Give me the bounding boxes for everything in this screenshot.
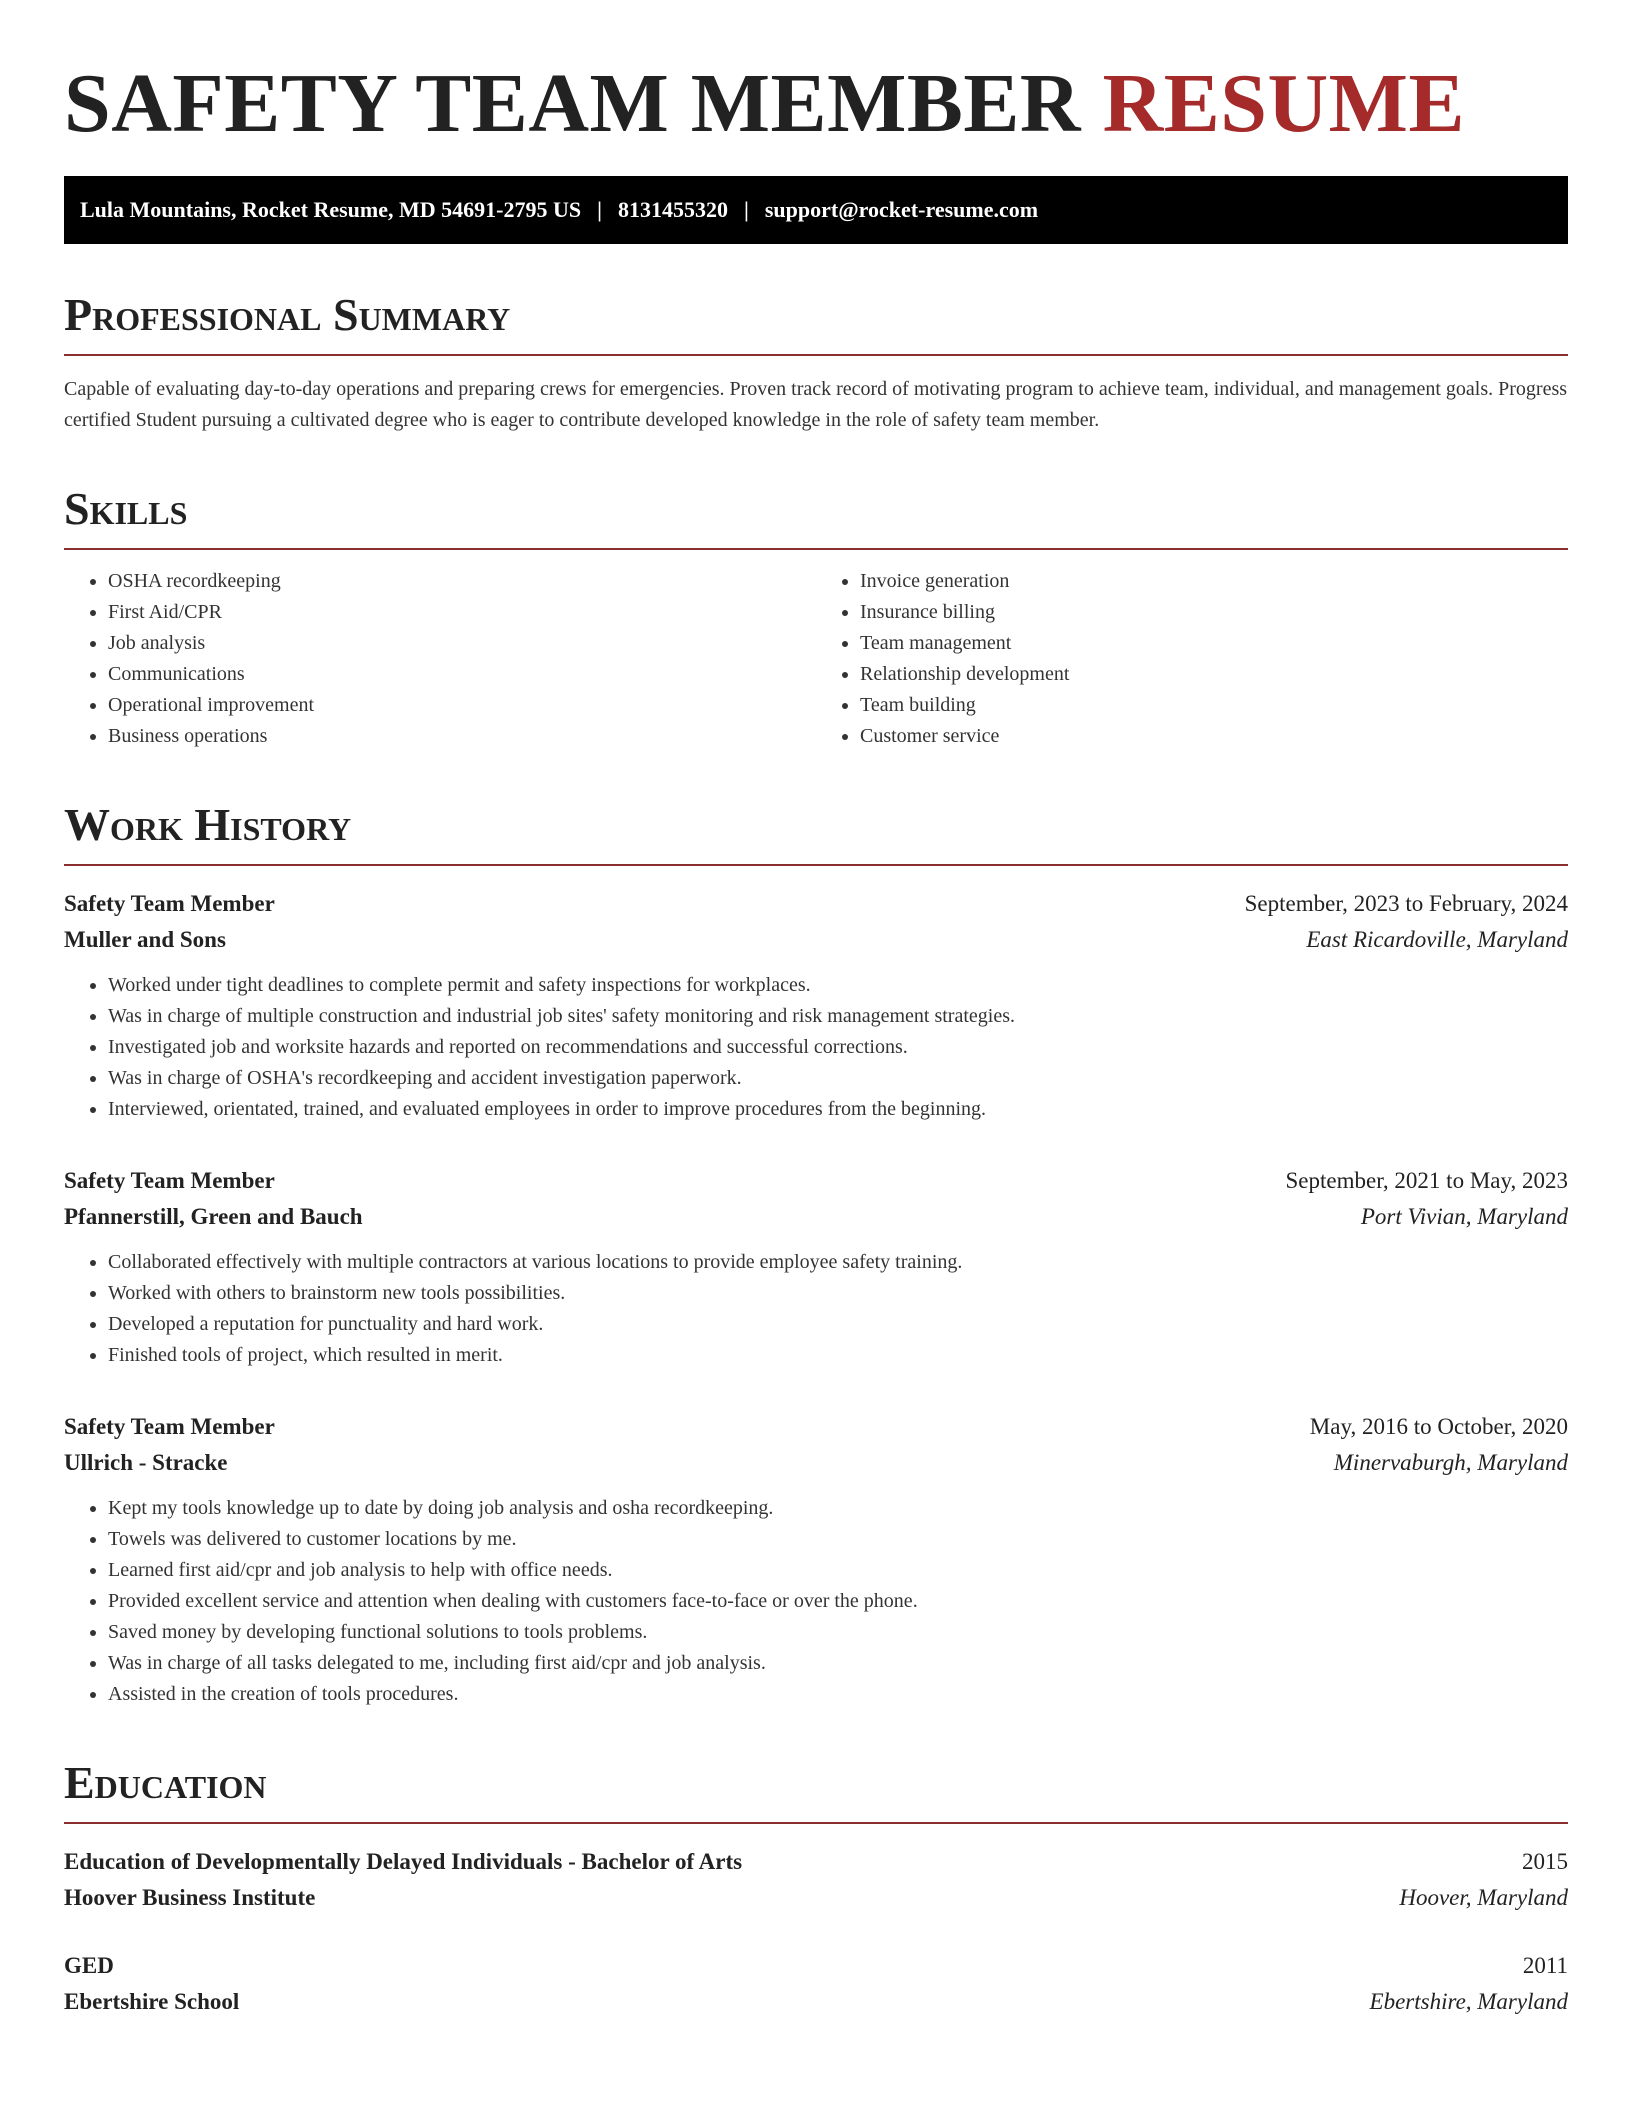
education-entry <box>64 1948 1568 2020</box>
job-bullet: • Finished tools of project, which resulted in merit. <box>108 1340 1568 1371</box>
job-title: Safety Team Member <box>64 1168 275 1193</box>
skill-item: • OSHA recordkeeping <box>108 566 816 597</box>
education-location: Ebertshire, Maryland <box>1369 1989 1568 2014</box>
education-degree: Education of Developmentally Delayed Individuals - Bachelor of Arts <box>64 1849 743 1874</box>
job-title-row <box>64 886 1568 922</box>
job-company-row <box>64 922 1568 958</box>
education-degree-row <box>64 1844 1568 1880</box>
job-bullet: • Was in charge of OSHA's recordkeeping and accident investigation paperwork. <box>108 1063 1568 1094</box>
job-entry <box>64 1409 1568 1710</box>
job-company-row <box>64 1199 1568 1235</box>
skill-item: • Insurance billing <box>860 597 1568 628</box>
skill-item: • First Aid/CPR <box>108 597 816 628</box>
job-title: Safety Team Member <box>64 891 275 916</box>
job-bullet: • Interviewed, orientated, trained, and evaluated employees in order to improve procedures from the beginning. <box>108 1094 1568 1125</box>
job-location: Port Vivian, Maryland <box>1360 1204 1568 1229</box>
education-school: Ebertshire School <box>64 1989 240 2014</box>
job-bullets <box>64 970 1568 1125</box>
job-bullet: • Collaborated effectively with multiple contractors at various locations to provide employee safety training. <box>108 1247 1568 1278</box>
job-company: Ullrich - Stracke <box>64 1450 228 1475</box>
education-school-row <box>64 1880 1568 1916</box>
summary-heading: Professional Summary <box>64 290 1568 356</box>
skill-item: • Communications <box>108 659 816 690</box>
title-main: SAFETY TEAM MEMBER <box>64 57 1082 150</box>
education-year: 2011 <box>1522 1953 1568 1978</box>
contact-separator: | <box>743 197 749 222</box>
job-dates: May, 2016 to October, 2020 <box>1309 1414 1568 1439</box>
skills-heading: Skills <box>64 484 1568 550</box>
job-company: Muller and Sons <box>64 927 226 952</box>
title-accent: RESUME <box>1102 57 1465 150</box>
job-bullet: • Learned first aid/cpr and job analysis to help with office needs. <box>108 1555 1568 1586</box>
skill-item: • Team management <box>860 628 1568 659</box>
skill-item: • Job analysis <box>108 628 816 659</box>
skills-list <box>64 566 1568 752</box>
skill-item: • Customer service <box>860 721 1568 752</box>
education-school: Hoover Business Institute <box>64 1885 316 1910</box>
job-bullet: • Provided excellent service and attention when dealing with customers face-to-face or over the phone. <box>108 1586 1568 1617</box>
job-location: Minervaburgh, Maryland <box>1333 1450 1568 1475</box>
job-bullet: • Developed a reputation for punctuality and hard work. <box>108 1309 1568 1340</box>
job-title-row <box>64 1163 1568 1199</box>
job-entry <box>64 886 1568 1125</box>
job-bullet: • Was in charge of all tasks delegated to me, including first aid/cpr and job analysis. <box>108 1648 1568 1679</box>
job-bullet: • Kept my tools knowledge up to date by doing job analysis and osha recordkeeping. <box>108 1493 1568 1524</box>
job-bullet: • Assisted in the creation of tools procedures. <box>108 1679 1568 1710</box>
job-title: Safety Team Member <box>64 1414 275 1439</box>
job-bullet: • Towels was delivered to customer locations by me. <box>108 1524 1568 1555</box>
education-location: Hoover, Maryland <box>1399 1885 1568 1910</box>
job-bullet: • Saved money by developing functional solutions to tools problems. <box>108 1617 1568 1648</box>
contact-phone: 8131455320 <box>617 197 728 222</box>
job-location: East Ricardoville, Maryland <box>1306 927 1568 952</box>
job-company-row <box>64 1445 1568 1481</box>
skill-item: • Invoice generation <box>860 566 1568 597</box>
contact-bar <box>64 176 1568 244</box>
job-bullet: • Was in charge of multiple construction and industrial job sites' safety monitoring and risk management strategies. <box>108 1001 1568 1032</box>
contact-address: Lula Mountains, Rocket Resume, MD 54691-2795 US <box>80 197 582 222</box>
resume-title <box>64 56 1568 152</box>
education-school-row <box>64 1984 1568 2020</box>
skills-column-right <box>816 566 1568 752</box>
education-degree-row <box>64 1948 1568 1984</box>
job-dates: September, 2021 to May, 2023 <box>1285 1168 1568 1193</box>
job-bullet: • Worked with others to brainstorm new tools possibilities. <box>108 1278 1568 1309</box>
education-year: 2015 <box>1522 1849 1568 1874</box>
skill-item: • Team building <box>860 690 1568 721</box>
skills-column-left <box>64 566 816 752</box>
job-dates: September, 2023 to February, 2024 <box>1244 891 1568 916</box>
job-bullet: • Worked under tight deadlines to complete permit and safety inspections for workplaces. <box>108 970 1568 1001</box>
job-bullet: • Investigated job and worksite hazards and reported on recommendations and successful corrections. <box>108 1032 1568 1063</box>
education-degree: GED <box>64 1953 114 1978</box>
skill-item: • Relationship development <box>860 659 1568 690</box>
education-entry <box>64 1844 1568 1916</box>
work-history-heading: Work History <box>64 800 1568 866</box>
job-bullets <box>64 1493 1568 1710</box>
job-entry <box>64 1163 1568 1371</box>
contact-separator: | <box>597 197 602 222</box>
education-heading: Education <box>64 1758 1568 1824</box>
contact-email: support@rocket-resume.com <box>764 197 1039 222</box>
job-company: Pfannerstill, Green and Bauch <box>64 1204 363 1229</box>
skill-item: • Business operations <box>108 721 816 752</box>
summary-text: Capable of evaluating day-to-day operations and preparing crews for emergencies. Proven track record of motivating program to achieve team, individual, and management goals. Progress certified Student pursuing a cultivated degree who is eager to contribute developed knowledge in the role of safety team member. <box>64 378 1568 431</box>
skill-item: • Operational improvement <box>108 690 816 721</box>
job-title-row <box>64 1409 1568 1445</box>
job-bullets <box>64 1247 1568 1371</box>
